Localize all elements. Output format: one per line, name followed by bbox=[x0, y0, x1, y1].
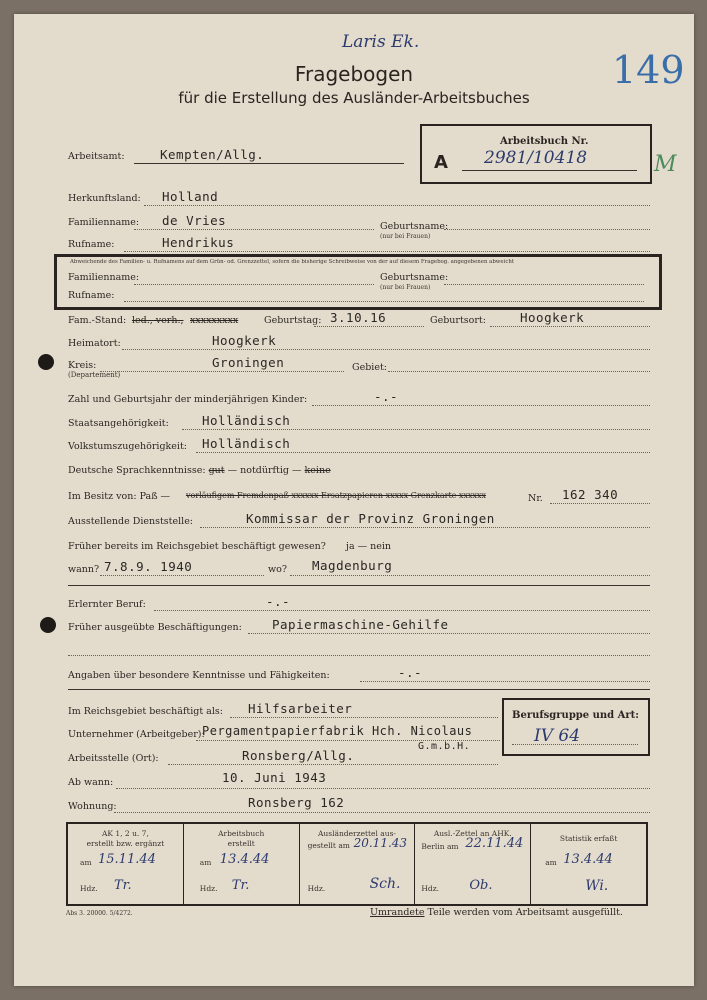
geburtstag-label: Geburtstag: bbox=[264, 315, 322, 326]
unternehmer-label: Unternehmer (Arbeitgeber): bbox=[68, 729, 205, 740]
footer-note-underlined: Umrandete bbox=[370, 907, 425, 918]
beschaeftigt-value: Hilfsarbeiter bbox=[248, 701, 353, 716]
cell-hdz-label: Hdz. bbox=[199, 884, 218, 893]
ab-wann-value: 10. Juni 1943 bbox=[222, 770, 327, 785]
form-subtitle: für die Erstellung des Ausländer-Arbeitsbuches bbox=[178, 89, 530, 107]
arbeitsstelle-value: Ronsberg/Allg. bbox=[242, 748, 355, 763]
familienname-value: de Vries bbox=[162, 213, 227, 228]
berufsgruppe-value: IV 64 bbox=[534, 726, 581, 746]
cell-title-1: Arbeitsbuch bbox=[218, 829, 265, 838]
arbeitsbuch-prefix: A bbox=[434, 152, 448, 173]
wann-label: wann? bbox=[68, 564, 100, 575]
herkunftsland-value: Holland bbox=[162, 189, 219, 204]
staatsang-label: Staatsangehörigkeit: bbox=[68, 418, 169, 429]
table-cell bbox=[415, 824, 531, 904]
beschaeftigt-label: Im Reichsgebiet beschäftigt als: bbox=[68, 706, 223, 717]
rufname-value: Hendrikus bbox=[162, 235, 235, 250]
ab-wann-label: Ab wann: bbox=[68, 777, 114, 788]
bottom-table bbox=[66, 822, 648, 906]
familienname-label: Familienname: bbox=[68, 217, 140, 228]
abweichung-note: Abweichende des Familien- u. Rufnamens auf dem Grün- od. Grenzzettel, sofern die bisherige Schreibweise von der auf diesem Fragebog. angegebenen abweicht bbox=[70, 259, 514, 265]
wohnung-value: Ronsberg 162 bbox=[248, 795, 345, 810]
sprache-sep: — notdürftig — bbox=[224, 465, 305, 476]
sprache-label bbox=[68, 465, 331, 476]
arbeitsbuch-label: Arbeitsbuch Nr. bbox=[500, 136, 589, 147]
cell-hdz-sign: Sch. bbox=[369, 876, 401, 892]
frueher-label: Früher bereits im Reichsgebiet beschäftigt gewesen? bbox=[68, 541, 326, 552]
cell-title-1: Ausl.-Zettel an AHK. bbox=[433, 829, 512, 838]
cell-hdz-label: Hdz. bbox=[421, 884, 440, 893]
cell-hdz-sign: Wi. bbox=[585, 878, 609, 894]
cell-am-label: am bbox=[545, 858, 557, 867]
arbeitsbuch-box bbox=[420, 124, 652, 184]
kinder-value: -.- bbox=[374, 389, 399, 404]
dienststelle-label: Ausstellende Dienststelle: bbox=[68, 516, 194, 527]
rufname-label: Rufname: bbox=[68, 239, 115, 250]
second-geburtsname-note: (nur bei Frauen) bbox=[380, 284, 431, 291]
cell-hdz-label: Hdz. bbox=[307, 884, 326, 893]
cell-date: 22.11.44 bbox=[465, 836, 524, 851]
cell-date: 20.11.43 bbox=[353, 836, 408, 850]
heimatort-label: Heimatort: bbox=[68, 338, 121, 349]
geburtsort-value: Hoogkerk bbox=[520, 310, 585, 325]
famstand-options: led., verh., bbox=[132, 315, 184, 326]
page-number-stamp: 149 bbox=[612, 48, 685, 92]
cell-hdz-sign: Ob. bbox=[469, 878, 493, 893]
cell-title-2: gestellt am bbox=[307, 841, 350, 850]
cell-title-1: Statistik erfaßt bbox=[559, 834, 618, 843]
cell-hdz-label: Hdz. bbox=[80, 884, 98, 893]
berufsgruppe-label: Berufsgruppe und Art: bbox=[512, 710, 639, 721]
kenntnisse-value: -.- bbox=[398, 665, 423, 680]
cell-title-2: erstellt bbox=[227, 839, 255, 848]
cell-am-label: am bbox=[80, 858, 92, 867]
top-handwritten-note: Laris Ek. bbox=[342, 32, 420, 52]
besitz-crossed: vorläufigem Fremdenpaß xxxxxx Ersatzpapieren xxxxx Grenzkarte xxxxxx bbox=[186, 491, 487, 500]
cell-date: 13.4.44 bbox=[219, 852, 270, 867]
second-familienname-label: Familienname: bbox=[68, 272, 140, 283]
punch-hole-bottom bbox=[40, 617, 56, 633]
kreis-label: Kreis: bbox=[68, 360, 97, 371]
wohnung-label: Wohnung: bbox=[68, 801, 117, 812]
sprache-opt-gut: gut bbox=[208, 465, 225, 476]
cell-am-label: am bbox=[199, 858, 212, 867]
second-geburtsname-label: Geburtsname: bbox=[380, 272, 449, 283]
footer-print-code: Abs 3. 20000. 5/4272. bbox=[66, 910, 133, 917]
staatsang-value: Holländisch bbox=[202, 413, 291, 428]
table-cell bbox=[300, 824, 416, 904]
cell-title-1: AK 1, 2 u. 7, bbox=[101, 829, 149, 838]
geburtsname-label: Geburtsname: bbox=[380, 221, 449, 232]
besitz-nr-value: 162 340 bbox=[562, 487, 619, 502]
corner-mark: M bbox=[654, 152, 677, 177]
famstand-crossed: xxxxxxxxx bbox=[190, 315, 239, 326]
heimatort-value: Hoogkerk bbox=[212, 333, 277, 348]
cell-hdz-sign: Tr. bbox=[114, 878, 132, 893]
cell-hdz-sign: Tr. bbox=[231, 878, 250, 893]
famstand-label: Fam.-Stand: bbox=[68, 315, 127, 326]
arbeitsamt-value: Kempten/Allg. bbox=[160, 147, 265, 162]
kreis-value: Groningen bbox=[212, 355, 285, 370]
arbeitsstelle-label: Arbeitsstelle (Ort): bbox=[68, 753, 159, 764]
unternehmer-value-2: G.m.b.H. bbox=[418, 741, 471, 752]
frueher-besch-label: Früher ausgeübte Beschäftigungen: bbox=[68, 622, 242, 633]
besitz-label: Im Besitz von: Paß — bbox=[68, 491, 171, 502]
geburtstag-value: 3.10.16 bbox=[330, 310, 387, 325]
herkunftsland-label: Herkunftsland: bbox=[68, 193, 141, 204]
wo-label: wo? bbox=[268, 564, 287, 575]
frueher-besch-value: Papiermaschine-Gehilfe bbox=[272, 617, 449, 632]
gebiet-label: Gebiet: bbox=[352, 362, 387, 373]
cell-date: 15.11.44 bbox=[98, 852, 156, 867]
sprache-label-text: Deutsche Sprachkenntnisse: bbox=[68, 465, 206, 476]
besitz-nr-label: Nr. bbox=[528, 493, 543, 504]
unternehmer-value: Pergamentpapierfabrik Hch. Nicolaus bbox=[202, 724, 473, 738]
cell-title-2: Berlin am bbox=[421, 842, 459, 851]
sprache-opt-keine: keine bbox=[304, 465, 331, 476]
frueher-options: ja — nein bbox=[346, 541, 392, 552]
punch-hole-top bbox=[38, 354, 54, 370]
wo-value: Magdenburg bbox=[312, 558, 393, 573]
cell-title-1: Ausländerzettel aus- bbox=[318, 829, 396, 838]
dienststelle-value: Kommissar der Provinz Groningen bbox=[246, 511, 495, 526]
form-title: Fragebogen bbox=[294, 62, 414, 86]
cell-date: 13.4.44 bbox=[563, 852, 613, 867]
table-cell bbox=[68, 824, 184, 904]
arbeitsamt-label: Arbeitsamt: bbox=[68, 151, 125, 162]
beruf-value: -.- bbox=[266, 594, 291, 609]
cell-title-2: erstellt bzw. ergänzt bbox=[86, 839, 165, 848]
wann-value: 7.8.9. 1940 bbox=[104, 559, 193, 574]
geburtsort-label: Geburtsort: bbox=[430, 315, 486, 326]
beruf-label: Erlernter Beruf: bbox=[68, 599, 146, 610]
volkstum-value: Holländisch bbox=[202, 436, 291, 451]
kreis-sub: (Departement) bbox=[68, 371, 121, 379]
footer-note bbox=[370, 907, 623, 918]
second-rufname-label: Rufname: bbox=[68, 290, 115, 301]
berufsgruppe-box bbox=[502, 698, 650, 756]
geburtsname-note: (nur bei Frauen) bbox=[380, 233, 431, 240]
table-cell bbox=[531, 824, 646, 904]
arbeitsbuch-number: 2981/10418 bbox=[484, 148, 588, 168]
volkstum-label: Volkstumszugehörigkeit: bbox=[68, 441, 187, 452]
table-cell bbox=[184, 824, 300, 904]
footer-note-rest: Teile werden vom Arbeitsamt ausgefüllt. bbox=[424, 907, 623, 918]
form-sheet bbox=[14, 14, 694, 986]
kenntnisse-label: Angaben über besondere Kenntnisse und Fähigkeiten: bbox=[68, 670, 330, 681]
kinder-label: Zahl und Geburtsjahr der minderjährigen Kinder: bbox=[68, 394, 308, 405]
